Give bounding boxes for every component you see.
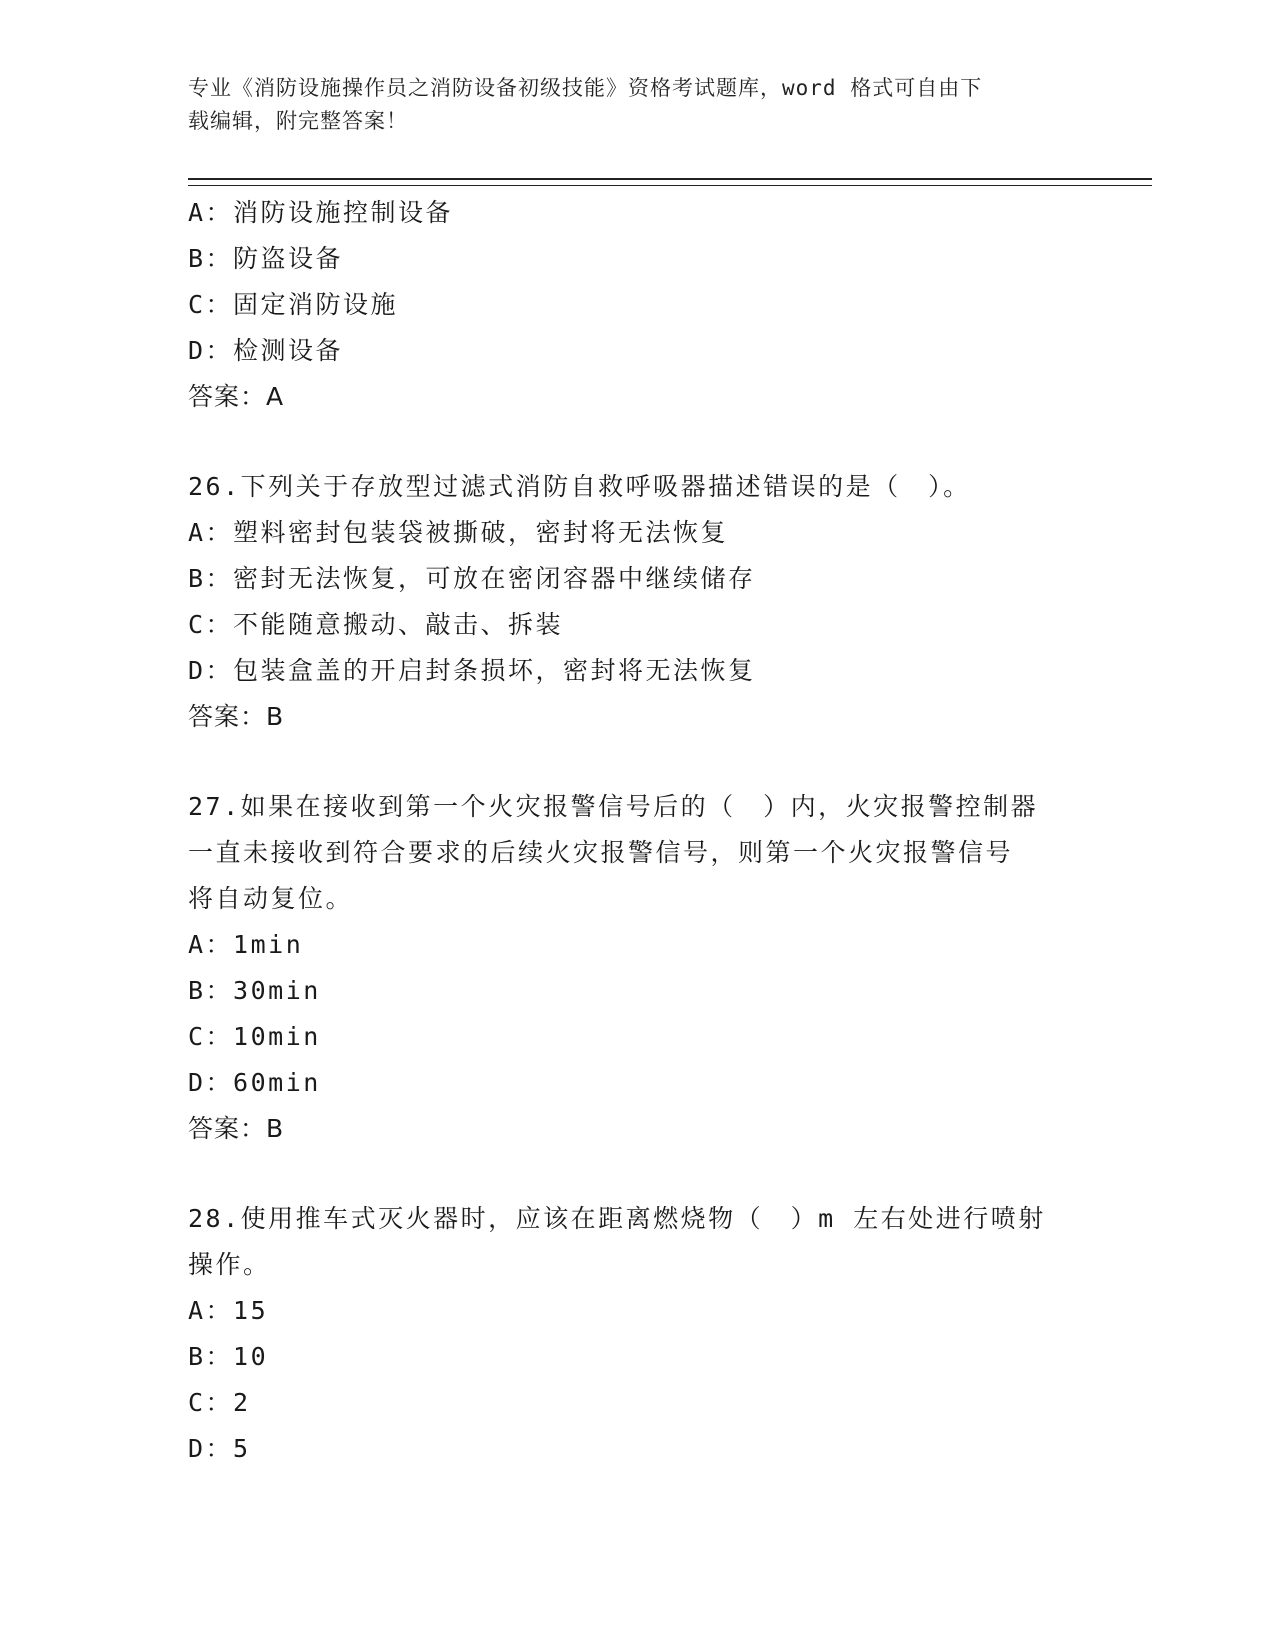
option-c: C：固定消防设施	[188, 290, 399, 319]
spacer	[188, 1152, 1088, 1196]
question-26	[188, 464, 1088, 740]
document-header	[188, 72, 1068, 138]
option-c: C：2	[188, 1388, 251, 1417]
option-c: C：10min	[188, 1022, 321, 1051]
option-b: B：30min	[188, 976, 321, 1005]
option-b: B：10	[188, 1342, 269, 1371]
question-27	[188, 784, 1088, 1152]
question-list	[188, 190, 1088, 1472]
answer: 答案：B	[188, 1114, 285, 1143]
question-28	[188, 1196, 1088, 1472]
question-text-line-1: 27.如果在接收到第一个火灾报警信号后的（ ）内，火灾报警控制器	[188, 792, 1039, 821]
header-line-2: 载编辑，附完整答案！	[188, 109, 408, 133]
header-line-1: 专业《消防设施操作员之消防设备初级技能》资格考试题库，word 格式可自由下	[188, 76, 983, 100]
option-b: B：防盗设备	[188, 244, 344, 273]
option-d: D：检测设备	[188, 336, 344, 365]
question-text-line-2: 一直未接收到符合要求的后续火灾报警信号，则第一个火灾报警信号	[188, 838, 1014, 867]
answer: 答案：B	[188, 702, 285, 731]
header-divider	[188, 178, 1152, 186]
option-a: A：塑料密封包装袋被撕破，密封将无法恢复	[188, 518, 729, 547]
option-a: A：1min	[188, 930, 304, 959]
spacer	[188, 420, 1088, 464]
answer: 答案：A	[188, 382, 285, 411]
question-text-line-1: 28.使用推车式灭火器时，应该在距离燃烧物（ ）m 左右处进行喷射	[188, 1204, 1046, 1233]
question-25	[188, 190, 1088, 420]
option-d: D：60min	[188, 1068, 321, 1097]
option-d: D：5	[188, 1434, 251, 1463]
option-c: C：不能随意搬动、敲击、拆装	[188, 610, 564, 639]
question-text-line-3: 将自动复位。	[188, 884, 354, 913]
question-text-line-2: 操作。	[188, 1250, 271, 1279]
spacer	[188, 740, 1088, 784]
option-a: A：15	[188, 1296, 269, 1325]
question-text: 26.下列关于存放型过滤式消防自救呼吸器描述错误的是（ ）。	[188, 472, 971, 501]
option-d: D：包装盒盖的开启封条损坏，密封将无法恢复	[188, 656, 756, 685]
option-b: B：密封无法恢复，可放在密闭容器中继续储存	[188, 564, 756, 593]
option-a: A：消防设施控制设备	[188, 198, 454, 227]
